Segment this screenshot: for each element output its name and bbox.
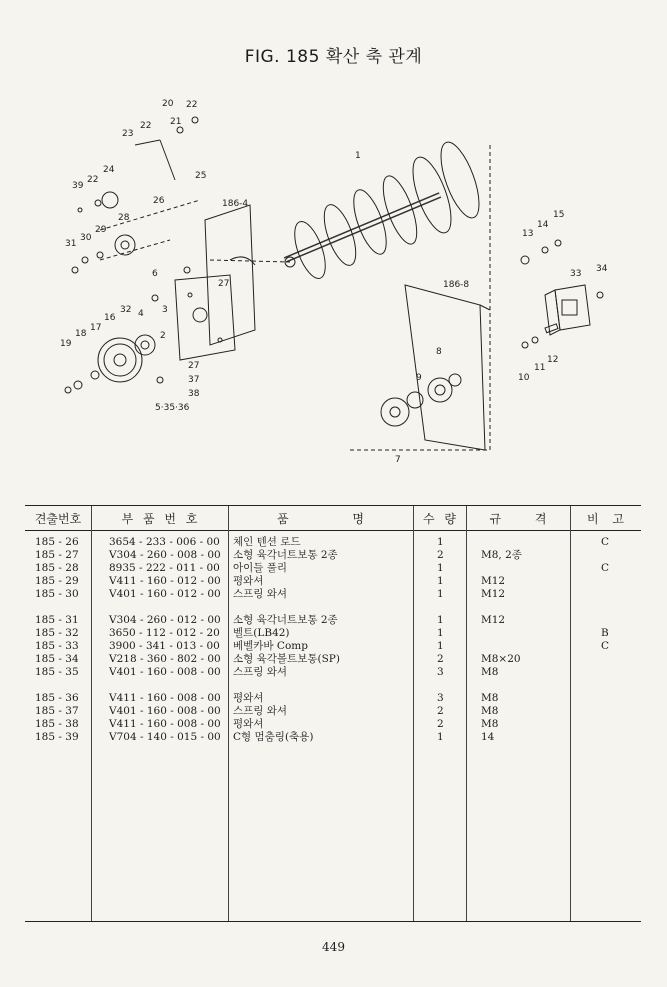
callout-20: 20 <box>162 99 174 109</box>
cell-part-no: 8935 - 222 - 011 - 00 <box>109 562 220 574</box>
cell-part-name: 체인 텐션 로드 <box>233 536 301 548</box>
cell-ref-no: 185 - 39 <box>35 731 79 743</box>
page-number: 449 <box>322 940 345 954</box>
cell-part-name: 베벨카바 Comp <box>233 640 308 652</box>
callout-37: 37 <box>188 375 200 385</box>
callout-9: 9 <box>416 373 422 383</box>
table-row <box>25 627 641 640</box>
callout-10: 10 <box>518 373 530 383</box>
cell-quantity: 1 <box>437 627 444 639</box>
cell-spec: M8 <box>481 705 499 717</box>
cell-remarks: C <box>601 536 610 548</box>
table-row <box>25 718 641 731</box>
cell-part-name: 스프링 와셔 <box>233 705 288 717</box>
header-remarks: 비 고 <box>587 512 624 526</box>
cell-spec: M12 <box>481 614 506 626</box>
callout-4: 4 <box>138 309 144 319</box>
callout-22c: 22 <box>87 175 99 185</box>
callout-7: 7 <box>395 455 401 465</box>
cell-part-no: V411 - 160 - 008 - 00 <box>109 692 221 704</box>
callout-30: 30 <box>80 233 92 243</box>
cell-ref-no: 185 - 26 <box>35 536 79 548</box>
callout-186-8: 186-8 <box>443 280 470 290</box>
cell-spec: M8 <box>481 666 499 678</box>
header-part-no: 부 품 번 호 <box>121 512 198 526</box>
cell-quantity: 1 <box>437 562 444 574</box>
cell-quantity: 2 <box>437 705 444 717</box>
cell-remarks: C <box>601 562 610 574</box>
cell-part-no: V304 - 260 - 012 - 00 <box>109 614 221 626</box>
cell-quantity: 2 <box>437 718 444 730</box>
cell-part-name: 소형 육각너트보통 2종 <box>233 549 338 561</box>
callout-23: 23 <box>122 129 134 139</box>
cell-part-name: 평와셔 <box>233 575 264 587</box>
table-row <box>25 640 641 653</box>
cell-quantity: 1 <box>437 640 444 652</box>
callout-26: 26 <box>153 196 165 206</box>
header-spec: 규 격 <box>489 512 547 526</box>
callout-21: 21 <box>170 117 182 127</box>
table-top-rule <box>25 505 641 506</box>
cell-part-no: V218 - 360 - 802 - 00 <box>109 653 221 665</box>
cell-quantity: 1 <box>437 575 444 587</box>
cell-ref-no: 185 - 32 <box>35 627 79 639</box>
callout-13: 13 <box>522 229 534 239</box>
cell-ref-no: 185 - 29 <box>35 575 79 587</box>
cell-part-no: V401 - 160 - 008 - 00 <box>109 705 221 717</box>
header-quantity: 수 량 <box>423 512 456 526</box>
callout-17: 17 <box>90 323 102 333</box>
cell-remarks: C <box>601 640 610 652</box>
callout-39: 39 <box>72 181 84 191</box>
cell-remarks: B <box>601 627 609 639</box>
exploded-view-diagram <box>40 90 630 480</box>
callout-14: 14 <box>537 220 549 230</box>
table-row <box>25 614 641 627</box>
table-row <box>25 666 641 679</box>
figure-title: FIG. 185 확산 축 관계 <box>244 47 423 67</box>
cell-ref-no: 185 - 37 <box>35 705 79 717</box>
cell-part-name: 스프링 와셔 <box>233 588 288 600</box>
row-spacer <box>25 679 641 692</box>
row-spacer <box>25 601 641 614</box>
cell-spec: M8 <box>481 692 499 704</box>
callout-29: 29 <box>95 225 107 235</box>
callout-22: 22 <box>186 100 198 110</box>
callout-22b: 22 <box>140 121 152 131</box>
cell-part-no: 3654 - 233 - 006 - 00 <box>109 536 220 548</box>
callout-33: 33 <box>570 269 582 279</box>
cell-quantity: 3 <box>437 666 444 678</box>
cell-ref-no: 185 - 35 <box>35 666 79 678</box>
cell-quantity: 1 <box>437 588 444 600</box>
cell-spec: M8, 2종 <box>481 549 522 561</box>
callout-12: 12 <box>547 355 559 365</box>
table-row <box>25 588 641 601</box>
cell-part-no: V304 - 260 - 008 - 00 <box>109 549 221 561</box>
callout-27: 27 <box>218 279 230 289</box>
cell-spec: M8×20 <box>481 653 521 665</box>
callout-5-35-36: 5·35·36 <box>155 403 190 413</box>
cell-spec: 14 <box>481 731 495 743</box>
cell-part-name: 스프링 와셔 <box>233 666 288 678</box>
callout-38: 38 <box>188 389 200 399</box>
callout-8: 8 <box>436 347 442 357</box>
cell-part-no: V411 - 160 - 012 - 00 <box>109 575 221 587</box>
cell-ref-no: 185 - 30 <box>35 588 79 600</box>
cell-part-no: 3900 - 341 - 013 - 00 <box>109 640 220 652</box>
table-row <box>25 575 641 588</box>
callout-3: 3 <box>162 305 168 315</box>
table-row <box>25 549 641 562</box>
cell-part-name: 평와셔 <box>233 692 264 704</box>
table-row <box>25 562 641 575</box>
callout-18: 18 <box>75 329 87 339</box>
cell-spec: M12 <box>481 588 506 600</box>
table-bottom-rule <box>25 921 641 922</box>
callout-27b: 27 <box>188 361 200 371</box>
cell-quantity: 1 <box>437 731 444 743</box>
cell-quantity: 2 <box>437 549 444 561</box>
cell-quantity: 3 <box>437 692 444 704</box>
cell-quantity: 2 <box>437 653 444 665</box>
cell-part-name: 아이들 풀리 <box>233 562 288 574</box>
table-row <box>25 692 641 705</box>
cell-quantity: 1 <box>437 614 444 626</box>
cell-part-name: C형 멈춤링(축용) <box>233 731 314 743</box>
callout-19: 19 <box>60 339 72 349</box>
cell-ref-no: 185 - 28 <box>35 562 79 574</box>
callout-25: 25 <box>195 171 207 181</box>
callout-15: 15 <box>553 210 565 220</box>
header-ref-no: 견출번호 <box>34 512 82 526</box>
callout-24: 24 <box>103 165 115 175</box>
cell-ref-no: 185 - 36 <box>35 692 79 704</box>
cell-ref-no: 185 - 33 <box>35 640 79 652</box>
table-row <box>25 536 641 549</box>
cell-ref-no: 185 - 31 <box>35 614 79 626</box>
callout-16: 16 <box>104 313 116 323</box>
cell-ref-no: 185 - 27 <box>35 549 79 561</box>
cell-quantity: 1 <box>437 536 444 548</box>
cell-part-name: 벨트(LB42) <box>233 627 290 639</box>
cell-part-no: V401 - 160 - 008 - 00 <box>109 666 221 678</box>
cell-ref-no: 185 - 38 <box>35 718 79 730</box>
callout-186-4: 186-4 <box>222 199 249 209</box>
callout-31: 31 <box>65 239 77 249</box>
callout-6: 6 <box>152 269 158 279</box>
cell-part-name: 소형 육각볼트보통(SP) <box>233 653 340 665</box>
callout-2: 2 <box>160 331 166 341</box>
cell-part-name: 평와셔 <box>233 718 264 730</box>
cell-spec: M12 <box>481 575 506 587</box>
callout-28: 28 <box>118 213 130 223</box>
parts-table-body <box>25 536 641 744</box>
cell-part-no: V704 - 140 - 015 - 00 <box>109 731 221 743</box>
cell-ref-no: 185 - 34 <box>35 653 79 665</box>
callout-11: 11 <box>534 363 546 373</box>
cell-spec: M8 <box>481 718 499 730</box>
callout-34: 34 <box>596 264 608 274</box>
table-row <box>25 705 641 718</box>
cell-part-no: V411 - 160 - 008 - 00 <box>109 718 221 730</box>
table-row <box>25 653 641 666</box>
callout-1: 1 <box>355 151 361 161</box>
table-row <box>25 731 641 744</box>
cell-part-no: 3650 - 112 - 012 - 20 <box>109 627 220 639</box>
cell-part-no: V401 - 160 - 012 - 00 <box>109 588 221 600</box>
callout-32: 32 <box>120 305 132 315</box>
header-part-name: 품 명 <box>277 512 364 526</box>
table-header-rule <box>25 530 641 531</box>
cell-part-name: 소형 육각너트보통 2종 <box>233 614 338 626</box>
